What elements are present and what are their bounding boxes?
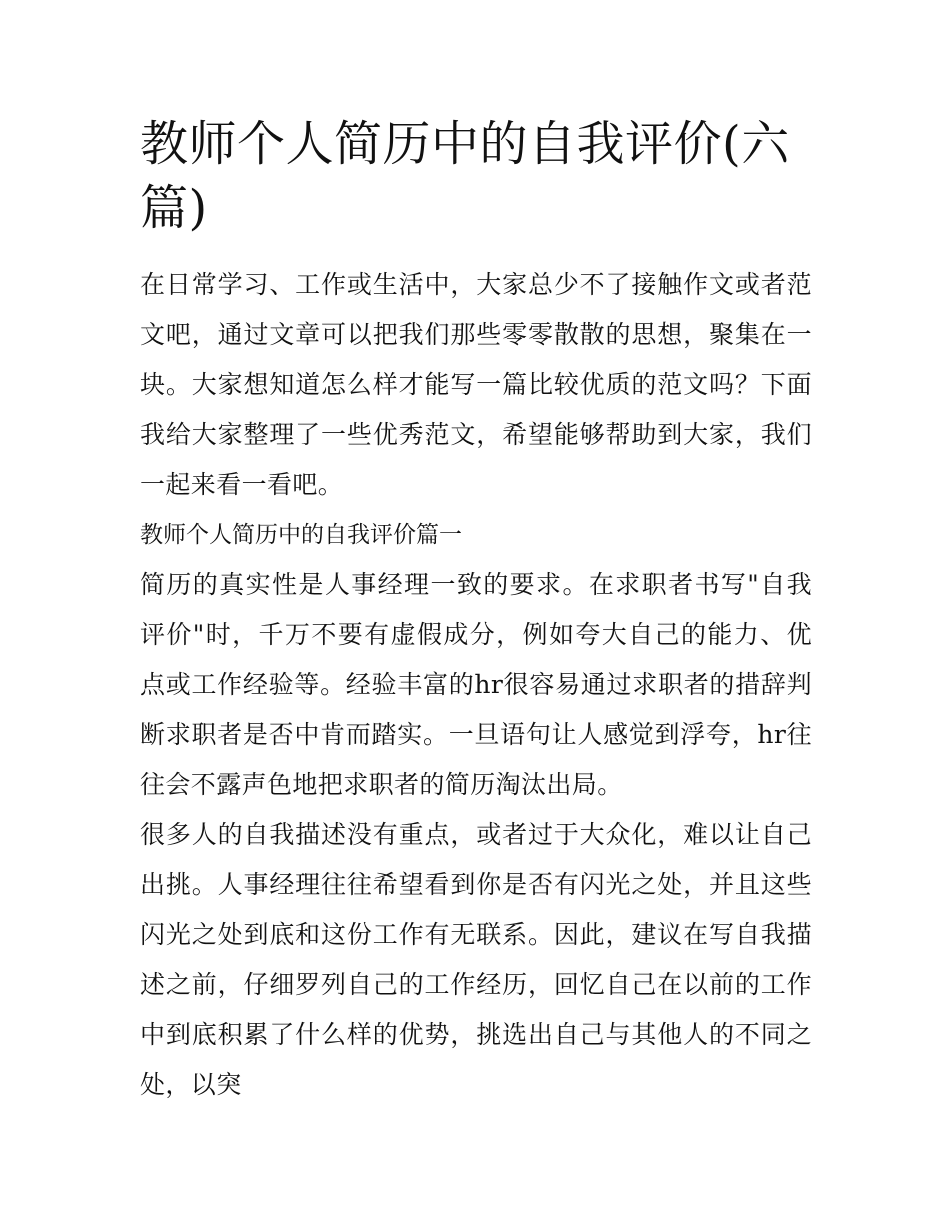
document-title: 教师个人简历中的自我评价(六篇) — [140, 116, 790, 236]
intro-paragraph: 在日常学习、工作或生活中，大家总少不了接触作文或者范文吧，通过文章可以把我们那些零零散散的思想，聚集在一块。大家想知道怎么样才能写一篇比较优质的范文吗？下面我给大家整理了一些优秀范文，希望能够帮助到大家，我们一起来看一看吧。 — [140, 270, 812, 499]
body-paragraph-2: 很多人的自我描述没有重点，或者过于大众化，难以让自己出挑。人事经理往往希望看到你是否有闪光之处，并且这些闪光之处到底和这份工作有无联系。因此，建议在写自我描述之前，仔细罗列自己的工作经历，回忆自己在以前的工作中到底积累了什么样的优势，挑选出自己与其他人的不同之处，以突 — [140, 820, 812, 1099]
body-paragraph-1: 简历的真实性是人事经理一致的要求。在求职者书写"自我评价"时，千万不要有虚假成分，例如夸大自己的能力、优点或工作经验等。经验丰富的hr很容易通过求职者的措辞判断求职者是否中肯而踏实。一旦语句让人感觉到浮夸，hr往往会不露声色地把求职者的简历淘汰出局。 — [140, 570, 812, 799]
document-page — [140, 112, 812, 1110]
section-heading: 教师个人简历中的自我评价篇一 — [140, 522, 462, 548]
